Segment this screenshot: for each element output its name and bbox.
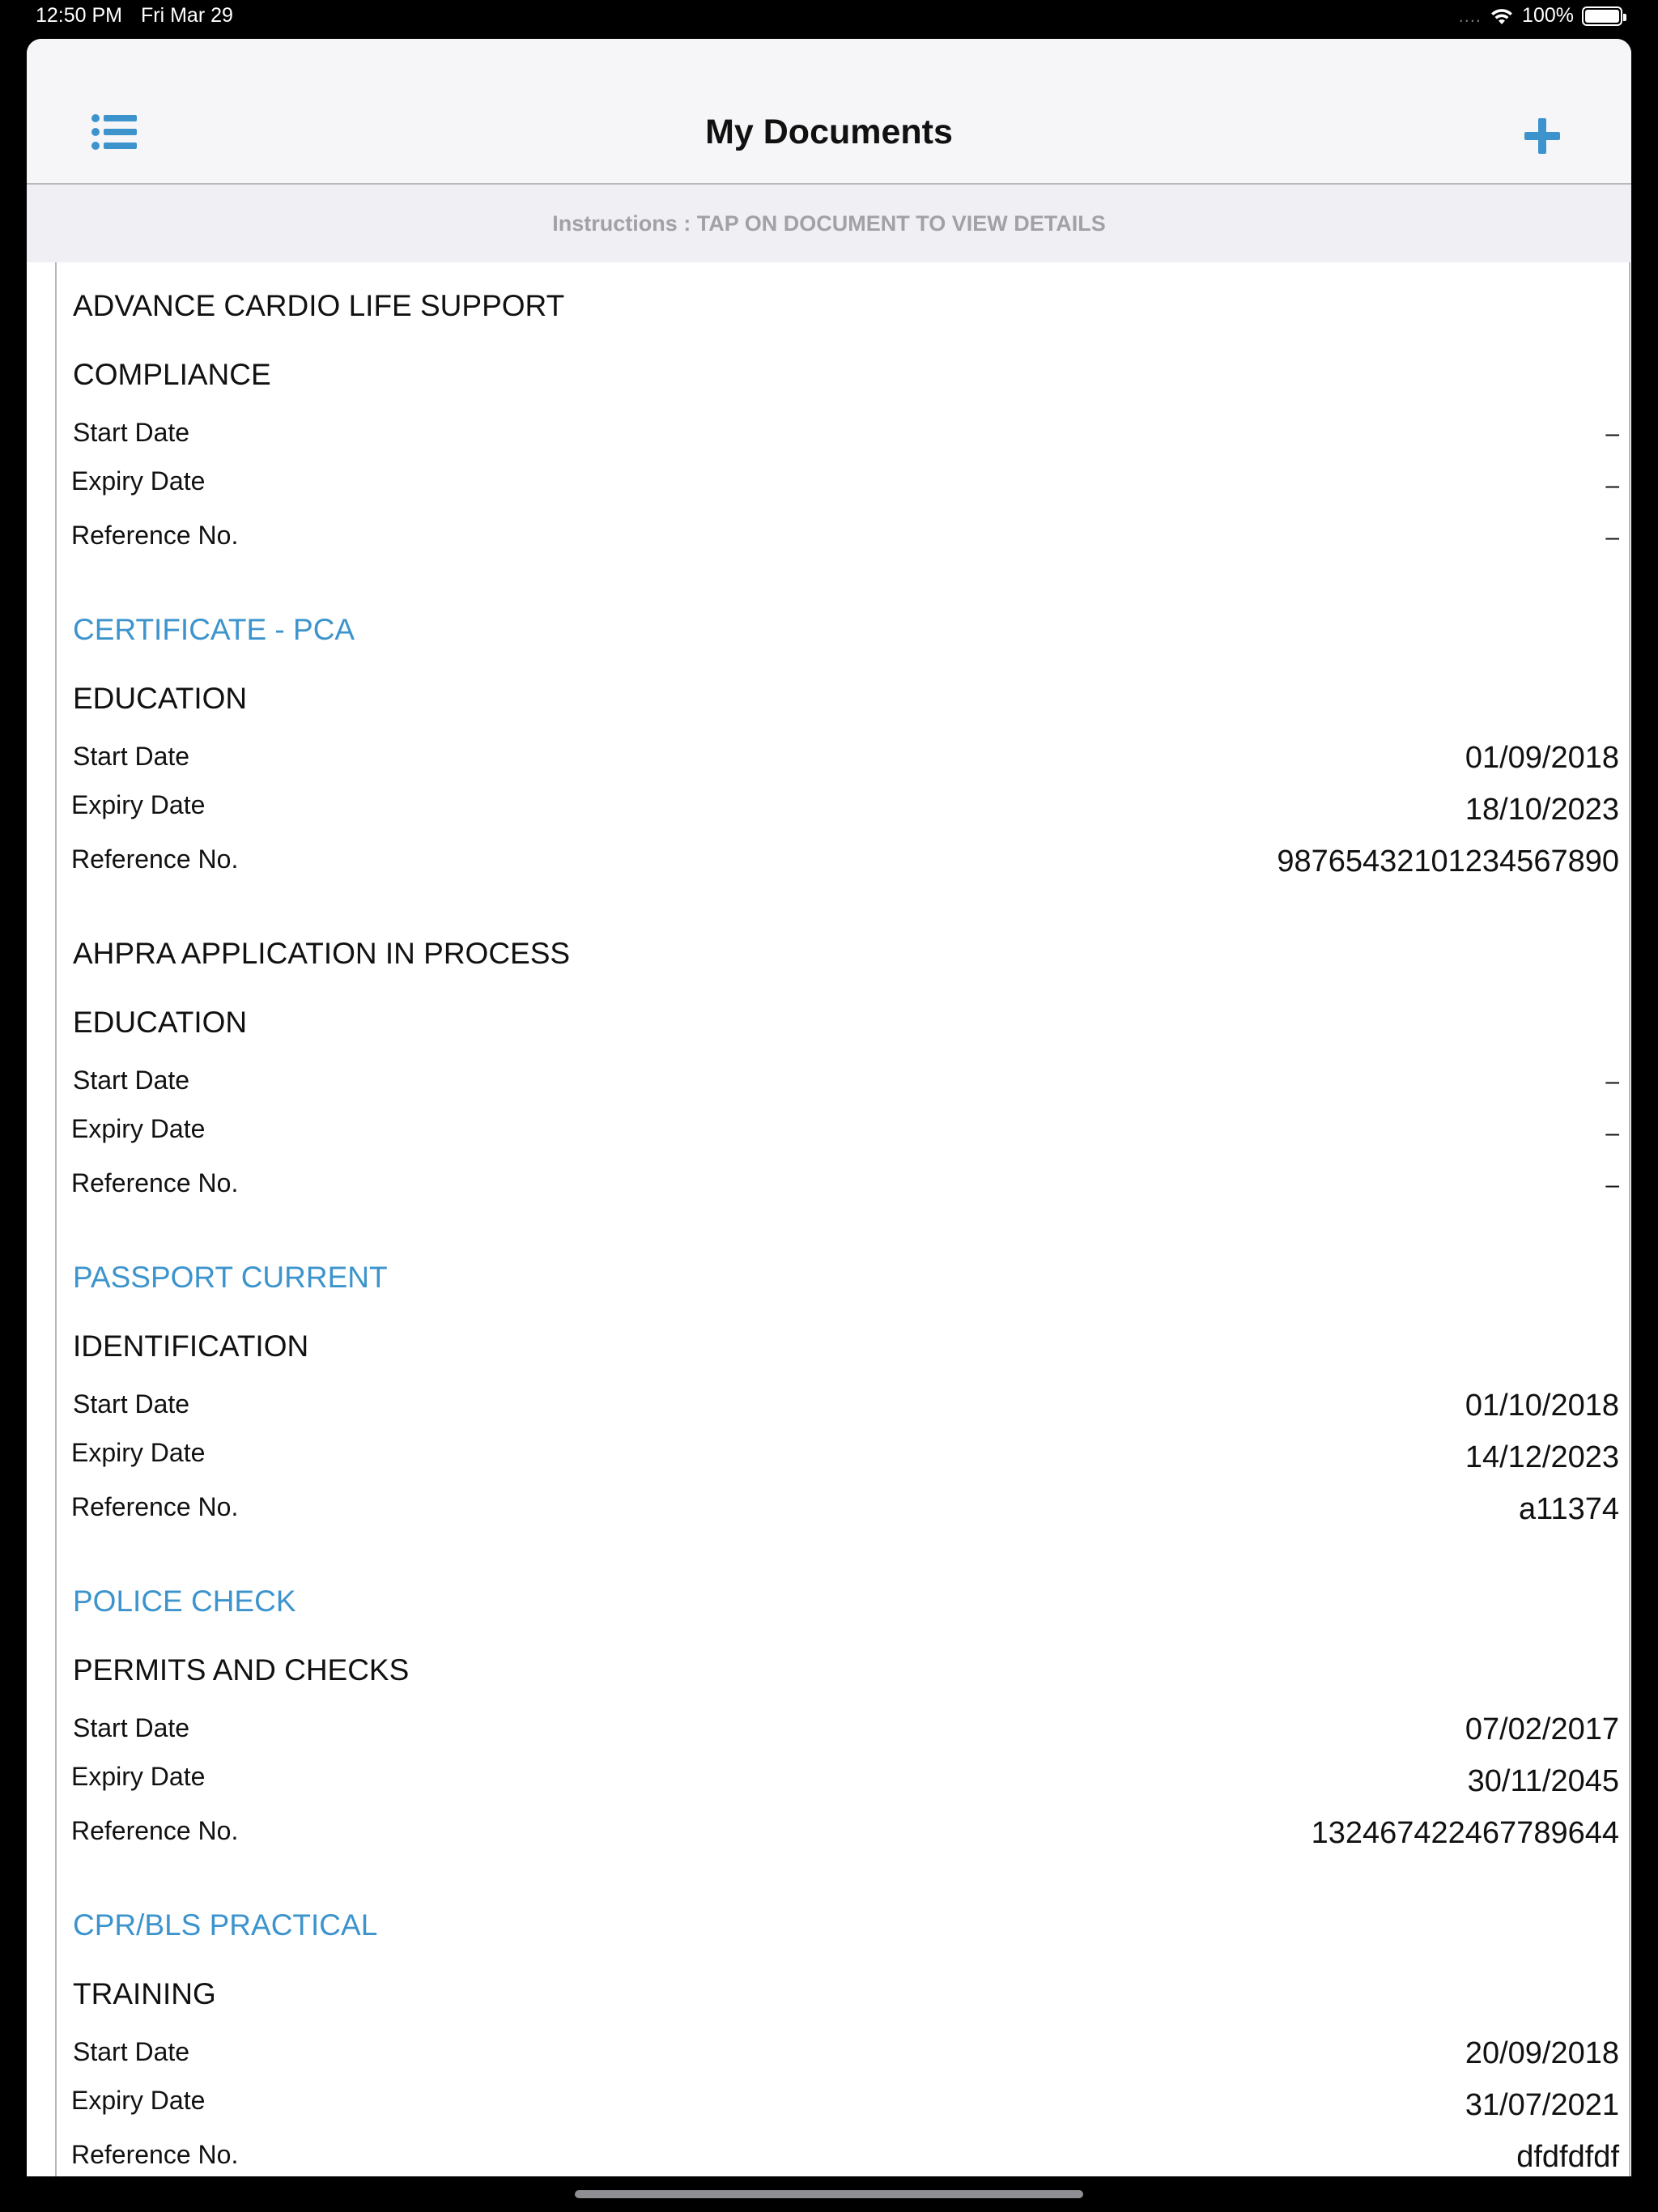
document-category: IDENTIFICATION <box>73 1329 309 1363</box>
document-card[interactable] <box>55 1234 1630 1558</box>
document-title: CPR/BLS PRACTICAL <box>73 1908 378 1942</box>
document-card[interactable] <box>55 1558 1630 1882</box>
status-date: Fri Mar 29 <box>141 4 233 27</box>
expiry-date-label: Expiry Date <box>71 1114 206 1143</box>
document-title: PASSPORT CURRENT <box>73 1261 388 1294</box>
reference-number-value: – <box>1605 1172 1619 1198</box>
navigation-bar <box>27 39 1631 185</box>
expiry-date-value: 14/12/2023 <box>1465 1440 1619 1474</box>
document-card[interactable] <box>55 910 1630 1234</box>
document-category: EDUCATION <box>73 1006 248 1039</box>
expiry-date-value: 30/11/2045 <box>1467 1764 1619 1798</box>
expiry-date-value: – <box>1605 1120 1619 1146</box>
wifi-icon <box>1490 6 1514 26</box>
add-document-button[interactable] <box>1523 117 1562 155</box>
battery-percentage: 100% <box>1522 4 1574 27</box>
start-date-value: 01/09/2018 <box>1465 741 1619 775</box>
expiry-date-value: 31/07/2021 <box>1465 2088 1619 2122</box>
status-bar <box>0 0 1658 39</box>
battery-icon <box>1582 6 1622 26</box>
reference-number-label: Reference No. <box>71 521 239 550</box>
reference-number-label: Reference No. <box>71 1492 239 1521</box>
start-date-label: Start Date <box>73 1066 190 1095</box>
reference-number-value: dfdfdfdf <box>1516 2140 1619 2174</box>
document-card[interactable] <box>55 262 1630 586</box>
reference-number-label: Reference No. <box>71 1816 239 1845</box>
status-indicators <box>1459 4 1622 28</box>
start-date-label: Start Date <box>73 1713 190 1742</box>
start-date-label: Start Date <box>73 1389 190 1419</box>
document-card[interactable] <box>55 1882 1630 2176</box>
reference-number-value: 98765432101234567890 <box>1277 844 1619 878</box>
status-time: 12:50 PM <box>36 4 123 27</box>
expiry-date-label: Expiry Date <box>71 466 206 496</box>
document-title: ADVANCE CARDIO LIFE SUPPORT <box>73 289 565 322</box>
document-list <box>55 262 1630 2176</box>
reference-number-value: – <box>1605 524 1619 551</box>
expiry-date-label: Expiry Date <box>71 2086 206 2115</box>
start-date-label: Start Date <box>73 742 190 771</box>
document-category: PERMITS AND CHECKS <box>73 1653 410 1687</box>
document-category: COMPLIANCE <box>73 358 271 391</box>
document-title: AHPRA APPLICATION IN PROCESS <box>73 937 571 970</box>
plus-icon <box>1523 117 1562 155</box>
expiry-date-label: Expiry Date <box>71 1438 206 1467</box>
reference-number-label: Reference No. <box>71 844 239 874</box>
start-date-value: 07/02/2017 <box>1465 1712 1619 1746</box>
home-indicator[interactable] <box>575 2190 1083 2198</box>
document-category: TRAINING <box>73 1977 216 2010</box>
app-window <box>27 39 1631 2176</box>
expiry-date-label: Expiry Date <box>71 790 206 819</box>
instructions-text: Instructions : TAP ON DOCUMENT TO VIEW DETAILS <box>27 185 1631 262</box>
document-card[interactable] <box>55 586 1630 910</box>
reference-number-value: 132467422467789644 <box>1311 1816 1619 1850</box>
reference-number-value: a11374 <box>1519 1492 1619 1526</box>
page-title: My Documents <box>705 113 953 151</box>
expiry-date-value: – <box>1605 472 1619 499</box>
reference-number-label: Reference No. <box>71 1168 239 1197</box>
document-category: EDUCATION <box>73 682 248 715</box>
start-date-value: – <box>1605 420 1619 447</box>
document-title: POLICE CHECK <box>73 1585 296 1618</box>
document-title: CERTIFICATE - PCA <box>73 613 355 646</box>
expiry-date-value: 18/10/2023 <box>1465 793 1619 827</box>
start-date-label: Start Date <box>73 418 190 447</box>
start-date-value: 01/10/2018 <box>1465 1389 1619 1423</box>
cellular-signal-icon: .... <box>1458 5 1482 26</box>
start-date-value: 20/09/2018 <box>1465 2036 1619 2070</box>
start-date-label: Start Date <box>73 2037 190 2066</box>
reference-number-label: Reference No. <box>71 2140 239 2169</box>
expiry-date-label: Expiry Date <box>71 1762 206 1791</box>
start-date-value: – <box>1605 1068 1619 1095</box>
